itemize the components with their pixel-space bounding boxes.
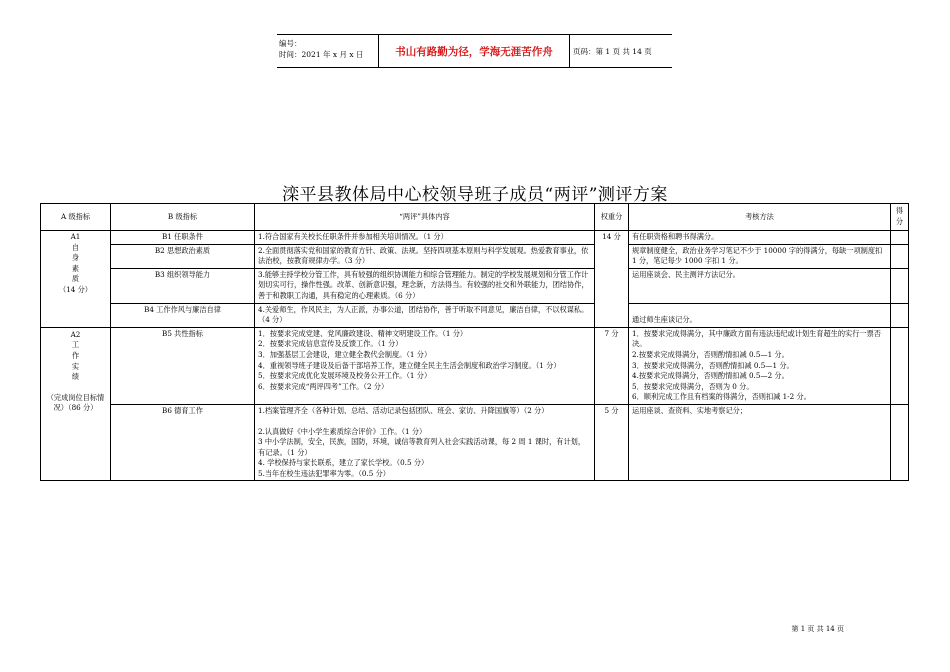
b1-label: B1 任职条件 [111,231,255,245]
header-method: 考核方法 [629,204,891,231]
b5-weight: 7 分 [595,327,629,404]
b2-method: 规章制度健全，政治业务学习笔记不少于 10000 字的得满分，每缺一项制度扣 1 分，笔记每少 1000 字扣 1 分。 [629,244,891,268]
document-title: 滦平县教体局中心校领导班子成员“两评”测评方案 [282,185,668,205]
b6-score [891,404,909,481]
a1-weight: 14 分 [595,231,629,328]
evaluation-table [40,203,909,481]
header-b-level: B 级指标 [111,204,255,231]
b5-content: 1．按要求完成党建、党风廉政建设、精神文明建设工作。（1 分） 2．按要求完成信息宣传及反馈工作。（1 分） 3．加强基层工会建设，建立健全教代会制度。（1 分） 4．重视领导班子建设及后备干部培养工作，建立健全民主生活会制度和政治学习制度。（1 分） 5．按要求完成优化发展环境及校务公开工作。（1 分） 6．按要求完成“两评四考”工作。（2 分） [255,327,595,404]
header-a-level: A 级指标 [41,204,111,231]
b6-label: B6 德育工作 [111,404,255,481]
a1-cell: A1 自 身 素 质 （14 分） [41,231,111,328]
table-row [41,303,909,327]
b5-label: B5 共性指标 [111,327,255,404]
b1-method: 有任职资格和聘书得满分。 [629,231,891,245]
b6-method: 运用座谈、查资料、实地考察记分； [629,404,891,481]
b4-label: B4 工作作风与廉洁自律 [111,303,255,327]
page-footer: 第 1 页 共 14 页 [791,625,844,633]
header-score: 得分 [891,204,909,231]
b2-content: 2.全面贯彻落实党和国家的教育方针、政策、法规。坚持四项基本原则与科学发展观。热爱教育事业，依法治校，按教育规律办学。（3 分） [255,244,595,268]
table-header-row [41,204,909,231]
b3-content: 3.能够主持学校分管工作，具有较强的组织协调能力和综合管理能力。制定的学校发展规划和分管工作计划切实可行，操作性强。改革、创新意识强，理念新，方法得当。有较强的社交和外联能力，团结协作，善于和教职工沟通，具有稳定的心理素质。（6 分） [255,268,595,303]
table-row [41,268,909,303]
b4-content: 4.关爱师生，作风民主，为人正派，办事公道，团结协作，善于听取不同意见，廉洁自律，不以权谋私。（4 分） [255,303,595,327]
header-meta [279,38,375,60]
page-header [277,34,672,68]
b2-label: B2 思想政治素质 [111,244,255,268]
table-row [41,244,909,268]
b4-method: 通过师生座谈记分。 [629,303,891,327]
table-row [41,404,909,481]
a2-cell: A2 工 作 实 绩 （完成岗位目标情况）（86 分） [41,327,111,481]
number-label: 编号： [279,39,302,48]
b3-method: 运用座谈会、民主测评方法记分。 [629,268,891,303]
time-label: 时间：2021 年 x 月 x 日 [279,50,364,59]
b2-score [891,244,909,268]
table-row [41,231,909,245]
b6-content: 1.档案管理齐全（各种计划、总结、活动记录包括团队、班会、家访、升降国旗等）（2 分） 2.认真做好《中小学生素质综合评价》工作。（1 分） 3 中小学法制，安全，民族，国防，环境，诚信等教育列入社会实践活动课，每 2 周 1 课时，有计划，有记录。（1 分） 4. 学校保持与家长联系，建立了家长学校。（0.5 分） 5.当年在校生违法犯罪率为零。（0.5 分） [255,404,595,481]
b1-score [891,231,909,245]
b4-score [891,303,909,327]
b3-score [891,268,909,303]
b5-score [891,327,909,404]
header-weight: 权重分 [595,204,629,231]
b6-weight: 5 分 [595,404,629,481]
table-row [41,327,909,404]
header-content: “两评”具体内容 [255,204,595,231]
b5-method: 1．按要求完成得满分，其中廉政方面有违法违纪或计划生育超生的实行一票否决。 2.按要求完成得满分，否则酌情扣减 0.5—1 分。 3．按要求完成得满分，否则酌情扣减 0.5—1 分。 4.按要求完成得满分，否则酌情扣减 0.5—2 分。 5．按要求完成得满分，否则为 0 分。 6．顺利完成工作且有档案的得满分，否则扣减 1-2 分。 [629,327,891,404]
b3-label: B3 组织领导能力 [111,268,255,303]
header-motto: 书山有路勤为径，学海无涯苦作舟 [378,35,570,67]
page-label: 页码：第 1 页 共 14 页 [573,46,652,56]
b1-content: 1.符合国家有关校长任职条件并参加相关培训情况。（1 分） [255,231,595,245]
